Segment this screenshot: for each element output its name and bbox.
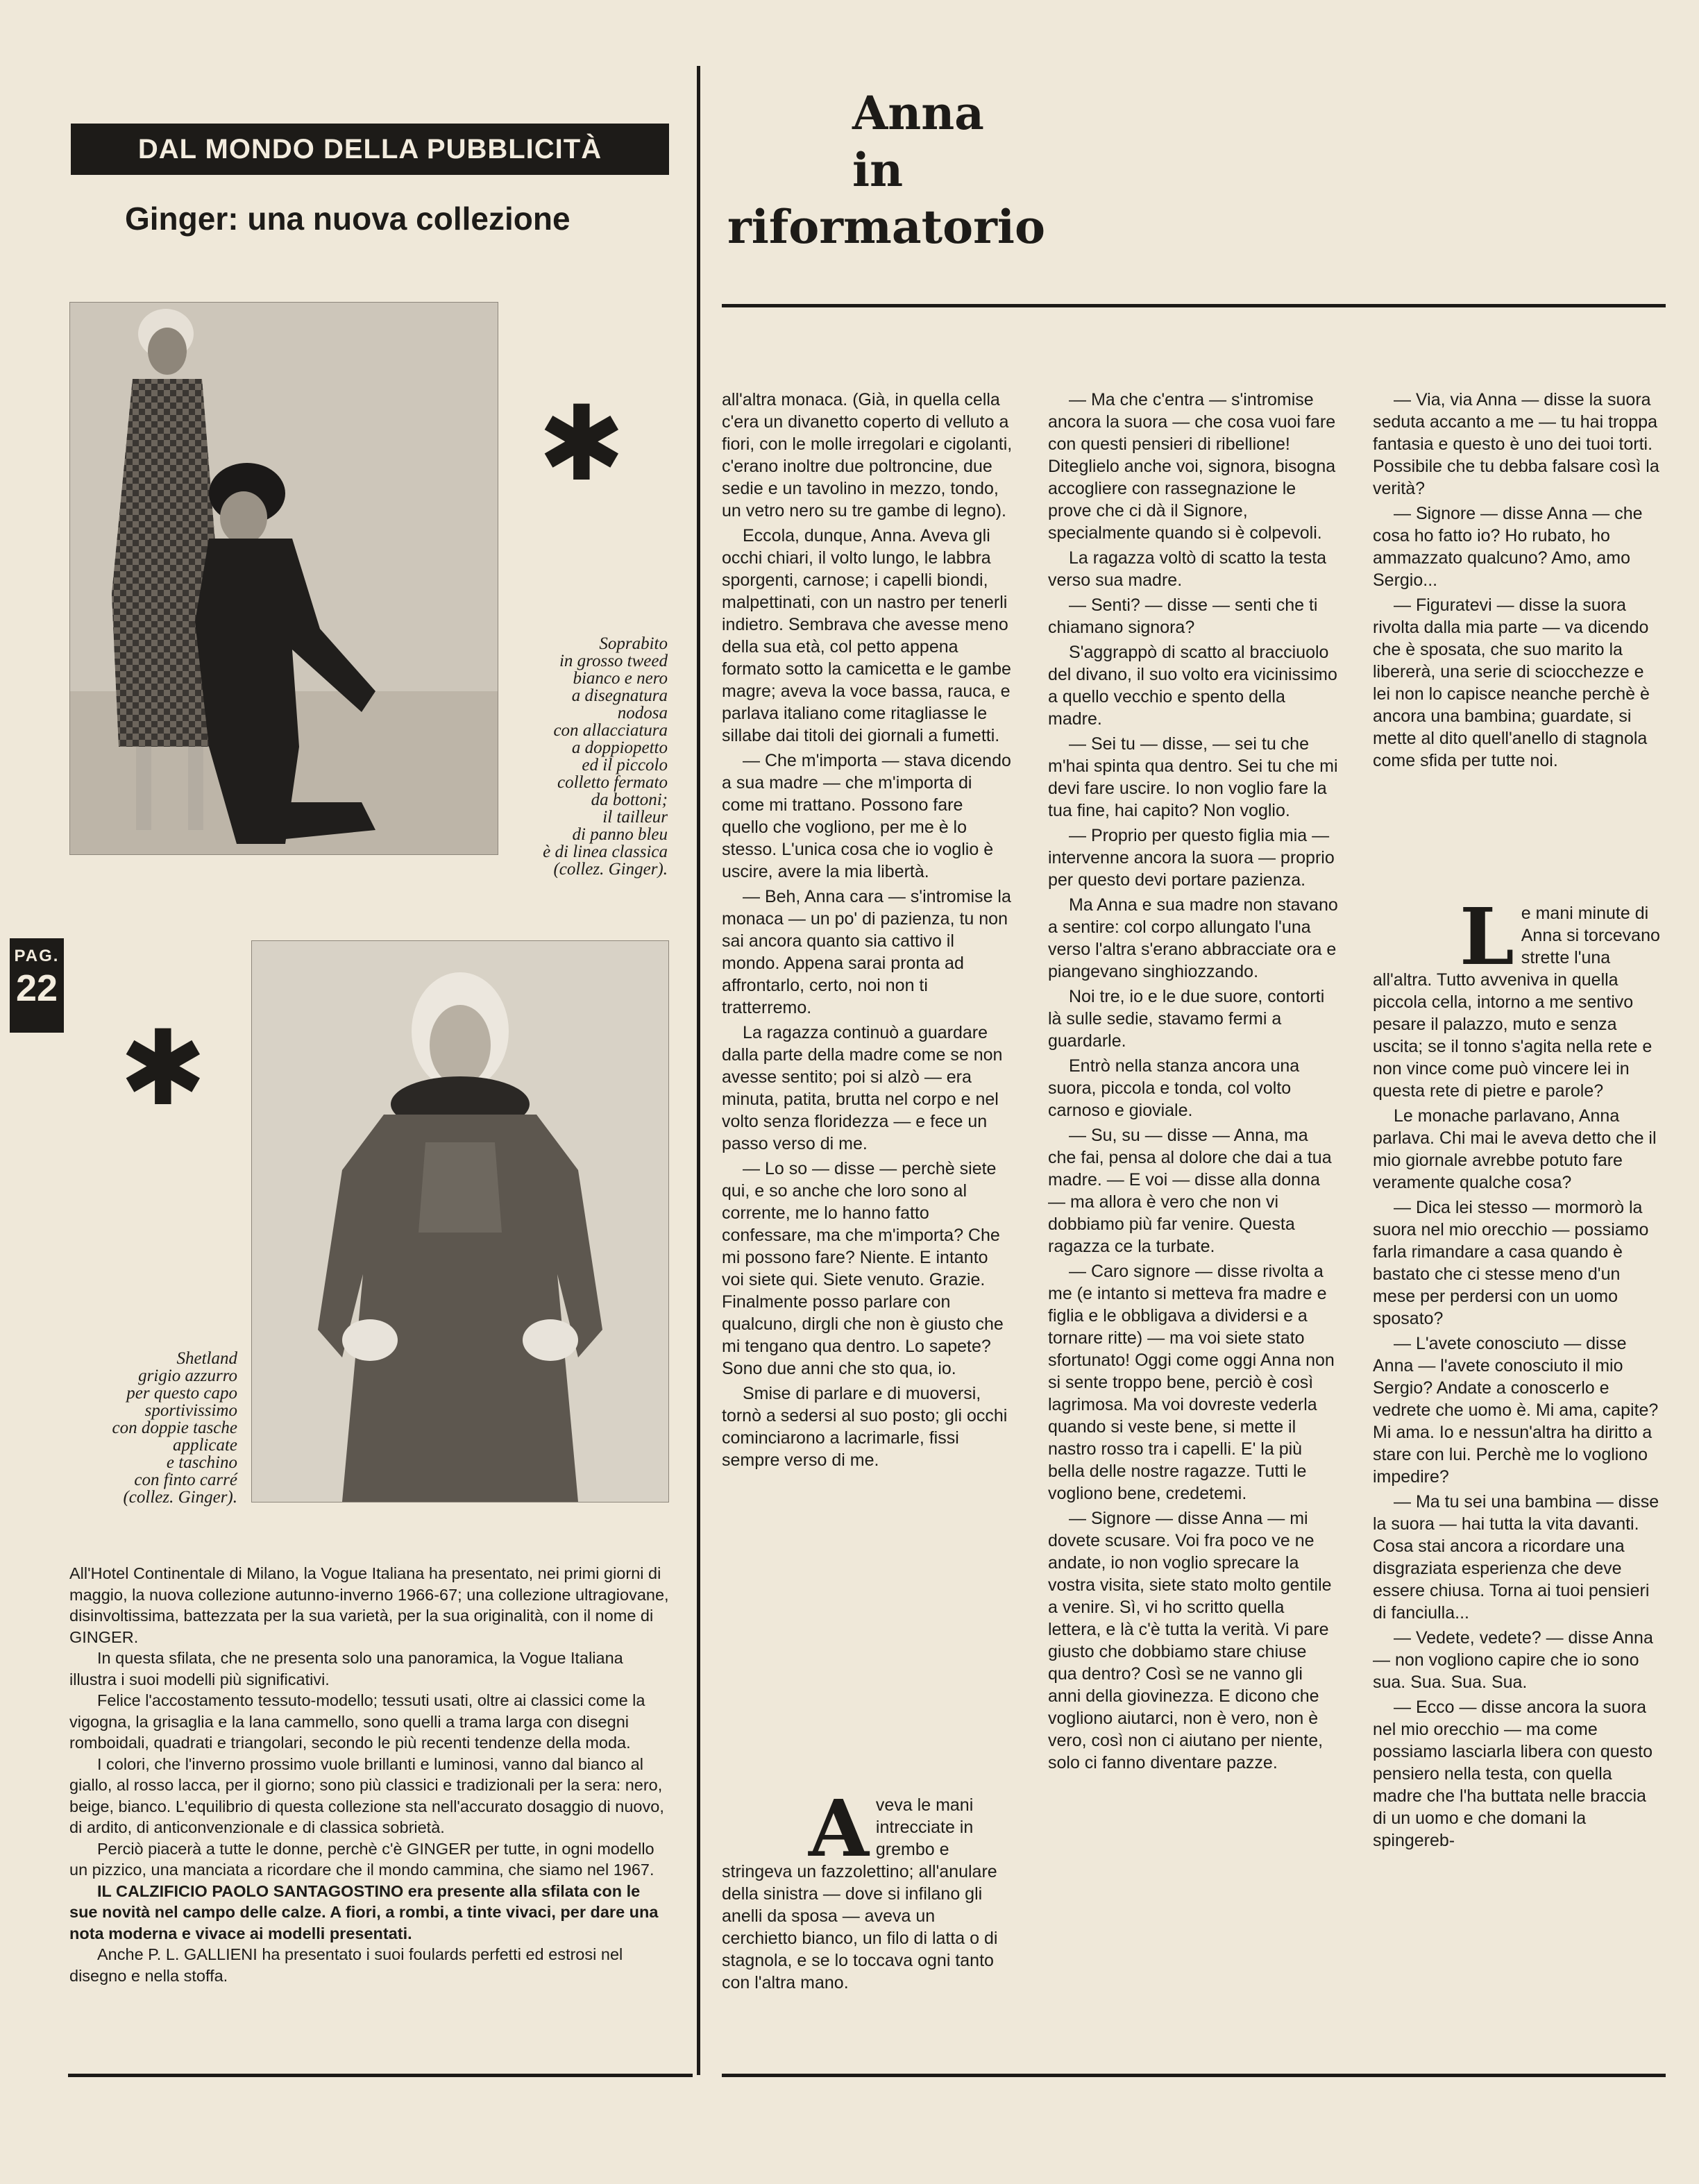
- story-paragraph: — Dica lei stesso — mormorò la suora nel mio orecchio — possiamo farla rimandare a casa quando è bastato che ci stesse meno d'un mese per perdersi con un uomo sposato?: [1373, 1198, 1649, 1328]
- story-paragraph: — Ma che c'entra — s'intromise ancora la suora — che cosa vuoi fare con questi pensieri di ribellione! Diteglielo anche voi, signora, bisogna accogliere con rassegnazione le prove che ci dà il Signore, specialmente quando si è colpevoli.: [1048, 390, 1336, 543]
- story-paragraph: — L'avete conosciuto — disse Anna — l'avete conosciuto il mio Sergio? Andate a conoscerlo e vedrete che uomo è. Mi ama, capite? Mi ama. Io e nessun'altra ha diritto a stare con lui. Perchè me lo vogliono impedire?: [1373, 1334, 1659, 1487]
- story-paragraph: — Via, via Anna — disse la suora seduta accanto a me — tu hai troppa fantasia e questo è uno dei tuoi torti. Possibile che tu debba falsare così la verità?: [1373, 390, 1659, 498]
- ad-paragraph: IL CALZIFICIO PAOLO SANTAGOSTINO era presente alla sfilata con le sue novità nel campo delle calze. A fiori, a rombi, a tinte vivaci, per dare una nota moderna e vivace ai modelli presentati.: [69, 1881, 659, 1942]
- story-paragraph: veva le mani intrecciate in grembo e stringeva un fazzolettino; all'anulare della sinistra — dove si infilano gli anelli da sposa — aveva un cerchietto bianco, un filo di latta o di stagnola, e se lo toccava ogni tanto con l'altra mano.: [722, 1795, 998, 1992]
- story-paragraph: — Signore — disse Anna — che cosa ho fatto io? Ho rubato, ho ammazzato qualcuno? Amo, amo Sergio...: [1373, 504, 1643, 590]
- caption-line: applicate: [172, 1436, 237, 1455]
- story-paragraph: — Sei tu — disse, — sei tu che m'hai spinta qua dentro. Sei tu che mi devi fare uscire. Io non voglio fare la tua fine, hai capito? Non voglio.: [1048, 734, 1338, 820]
- subheading: Ginger: una nuova collezione: [125, 201, 570, 237]
- story-column-2: [1048, 389, 1339, 1777]
- fashion-photo-2: [251, 940, 669, 1502]
- caption-line: è di linea classica: [543, 843, 668, 861]
- ad-paragraph: Felice l'accostamento tessuto-modello; tessuti usati, oltre ai classici come la vigogna, la grisaglia e la lana cammello, sono quelli a trama larga con disegni romboidali, quadrati e triangolari, secondo le più recenti tendenze della moda.: [69, 1691, 645, 1752]
- column-divider: [697, 66, 700, 2075]
- title-line: in: [852, 143, 904, 197]
- caption-line: Soprabito: [599, 634, 668, 653]
- story-paragraph: — Signore — disse Anna — mi dovete scusare. Voi fra poco ve ne andate, io non voglio sprecare la vostra visita, siete stato molto gentile a venire. Sì, vi ho scritto quella lettera, e là c'è tutta la verità. Vi pare giusto che dobbiamo stare chiuse qua dentro? Così se ne vanno gli anni della giovinezza. E dicono che vogliono aiutarci, non è vero, non è vero, così non ci aiutano per niente, solo ci fanno diventare pazze.: [1048, 1509, 1332, 1772]
- story-column-1: [722, 389, 1013, 1474]
- story-paragraph: — Senti? — disse — senti che ti chiamano signora?: [1048, 595, 1318, 637]
- ad-paragraph: In questa sfilata, che ne presenta solo una panoramica, la Vogue Italiana illustra i suoi modelli più significativi.: [69, 1649, 623, 1688]
- caption-line: per questo capo: [126, 1384, 237, 1403]
- story-paragraph: La ragazza voltò di scatto la testa verso sua madre.: [1048, 548, 1327, 590]
- story-column-3-dropcap-section: [1373, 892, 1664, 1854]
- story-paragraph: all'altra monaca. (Già, in quella cella c'era un divanetto coperto di velluto a fiori, con le molle irregolari e cigolanti, c'erano inoltre due poltroncine, due sedie e un tavolino in mezzo, tondo, un vetro nero su tre gambe di legno).: [722, 390, 1013, 520]
- fashion-photo-1-illustration: [70, 303, 498, 854]
- story-paragraph: Noi tre, io e le due suore, contorti là sulle sedie, stavamo fermi a guardarle.: [1048, 987, 1325, 1051]
- caption-line: e taschino: [166, 1453, 237, 1472]
- caption-line: Shetland: [176, 1349, 237, 1368]
- caption-line: di panno bleu: [572, 825, 668, 844]
- page-label: PAG.: [14, 947, 60, 965]
- ad-paragraph: Anche P. L. GALLIENI ha presentato i suoi foulards perfetti ed estrosi nel disegno e nella stoffa.: [69, 1945, 623, 1985]
- page-number-tab: [10, 938, 64, 1033]
- title-line: Anna: [852, 86, 984, 140]
- caption-line: bianco e nero: [573, 669, 668, 688]
- caption-line: con doppie tasche: [112, 1419, 237, 1437]
- section-banner: DAL MONDO DELLA PUBBLICITÀ: [71, 124, 669, 175]
- caption-line: il tailleur: [602, 808, 668, 827]
- story-column-3: [1373, 389, 1664, 774]
- photo-1-caption: [486, 635, 668, 878]
- photo-2-caption: [69, 1350, 237, 1506]
- caption-line: ed il piccolo: [582, 756, 668, 774]
- story-paragraph: — Su, su — disse — Anna, ma che fai, pensa al dolore che dai a tua madre. — E voi — disse alla donna — ma allora è vero che non vi dobbiamo più far venire. Questa ragazza ce la turbate.: [1048, 1126, 1332, 1256]
- story-paragraph: Le monache parlavano, Anna parlava. Chi mai le aveva detto che il mio giornale avrebbe potuto fare veramente qualche cosa?: [1373, 1106, 1657, 1192]
- fashion-photo-2-illustration: [252, 941, 668, 1502]
- story-paragraph: Eccola, dunque, Anna. Aveva gli occhi chiari, il volto lungo, le labbra sporgenti, carnose; i capelli biondi, malpettinati, con un nastro per tenerli indietro. Sembrava che avesse meno della sua età, col petto appena formato sotto la camicetta e le gambe magre; aveva la voce bassa, rauca, e parlava italiano come ritagliasse le sillabe dai titoli dei giornali a fumetti.: [722, 526, 1011, 745]
- bottom-rule-right: [722, 2074, 1666, 2077]
- caption-line: (collez. Ginger).: [123, 1488, 237, 1507]
- story-title: [727, 85, 1045, 255]
- story-paragraph: e mani minute di Anna si torcevano strette l'una all'altra. Tutto avveniva in quella piccola cella, intorno a me sentivo pesare il palazzo, muto e senza uscita; se il tonno s'agita nella rete e non vince come può vincere lei in questa rete di pietre e parole?: [1373, 904, 1660, 1101]
- drop-cap: L: [1460, 892, 1514, 983]
- page-number: 22: [15, 967, 58, 1009]
- title-line: riformatorio: [727, 200, 1046, 254]
- caption-line: nodosa: [617, 704, 668, 722]
- caption-line: sportivissimo: [144, 1401, 237, 1420]
- ad-article: [69, 1563, 672, 1986]
- caption-line: grigio azzurro: [138, 1366, 237, 1385]
- ad-paragraph: I colori, che l'inverno prossimo vuole brillanti e luminosi, vanno dal bianco al giallo, al rosso lacca, per il giorno; sono più classici e tradizionali per la sera: nero, beige, bianco. L'equilibrio di questa collezione sta nell'accurato dosaggio di nuovo, di ardito, di anticonvenzionale e di classica sobrietà.: [69, 1754, 664, 1836]
- caption-line: da bottoni;: [591, 790, 668, 809]
- story-paragraph: Ma Anna e sua madre non stavano a sentire: col corpo allungato l'una verso l'altra s'erano abbracciate ora e piangevano singhiozzando.: [1048, 895, 1338, 981]
- story-paragraph: — Ecco — disse ancora la suora nel mio orecchio — ma come possiamo lasciarla libera con questo pensiero nella testa, con quella madre che l'ha buttata nelle braccia di un uomo e che domani la spingereb-: [1373, 1698, 1652, 1850]
- story-paragraph: Entrò nella stanza ancora una suora, piccola e tonda, col volto carnoso e gioviale.: [1048, 1056, 1300, 1120]
- caption-line: con finto carré: [134, 1471, 237, 1489]
- caption-line: a disegnatura: [571, 686, 668, 705]
- story-paragraph: — Vedete, vedete? — disse Anna — non vogliono capire che io sono sua. Sua. Sua. Sua.: [1373, 1628, 1653, 1692]
- title-rule: [722, 304, 1666, 307]
- story-paragraph: — Ma tu sei una bambina — disse la suora — hai tutta la vita davanti. Cosa stai ancora a ricordare una disgraziata esperienza che deve essere chiusa. Torna ai tuoi pensieri di fanciulla...: [1373, 1492, 1659, 1623]
- story-paragraph: Smise di parlare e di muoversi, tornò a sedersi al suo posto; gli occhi cominciarono a lacrimarle, fissi sempre verso di me.: [722, 1384, 1008, 1470]
- caption-line: (collez. Ginger).: [553, 860, 668, 879]
- ad-paragraph: All'Hotel Continentale di Milano, la Vogue Italiana ha presentato, nei primi giorni di maggio, la nuova collezione autunno-inverno 1966-67; una collezione ultragiovane, disinvoltissima, battezzata per la sua varietà, per la sua originalità, con il nome di GINGER.: [69, 1564, 669, 1646]
- drop-cap: A: [809, 1784, 869, 1874]
- story-paragraph: S'aggrappò di scatto al bracciuolo del divano, il suo volto era vicinissimo a quello vecchio e spento della madre.: [1048, 643, 1337, 729]
- caption-line: con allacciatura: [553, 721, 668, 740]
- story-paragraph: — Proprio per questo figlia mia — intervenne ancora la suora — proprio per questo devi portare pazienza.: [1048, 826, 1335, 890]
- story-column-1-dropcap-section: [722, 1784, 1013, 1997]
- bottom-rule-left: [68, 2074, 693, 2077]
- story-paragraph: La ragazza continuò a guardare dalla parte della madre come se non avesse sentito; poi si alzò — era minuta, patita, brutta nel corpo e nel volto senza floridezza — e fece un passo verso di me.: [722, 1023, 1003, 1153]
- asterisk-ornament-icon: ✱: [119, 1008, 207, 1129]
- story-paragraph: — Caro signore — disse rivolta a me (e intanto si metteva fra madre e figlia e le obbligava a dividersi e a tornare ritte) — ma voi siete stato sfortunato! Oggi come oggi Anna non si sente troppo bene, perciò è così lagrimosa. Ma voi dovreste vederla quando si veste bene, si mette il nastro rosso tra i capelli. E' la più bella delle nostre ragazze. Tutti le vogliono bene, credetemi.: [1048, 1262, 1335, 1503]
- ad-paragraph: Perciò piacerà a tutte le donne, perchè c'è GINGER per tutte, in ogni modello un pizzico, una manciata a ricordare che il mondo cammina, che siamo nel 1967.: [69, 1839, 654, 1879]
- story-paragraph: — Beh, Anna cara — s'intromise la monaca — un po' di pazienza, tu non sai ancora quanto sia cattivo il mondo. Appena sarai pronta ad affrontarlo, certo, noi non ti tratterremo.: [722, 887, 1011, 1017]
- story-paragraph: — Che m'importa — stava dicendo a sua madre — che m'importa di come mi trattano. Possono fare quello che vogliono, per me è lo stesso. L'unica cosa che io voglio è uscire, avere la mia libertà.: [722, 751, 1011, 881]
- fashion-photo-1: [69, 302, 498, 855]
- story-paragraph: — Figuratevi — disse la suora rivolta dalla mia parte — va dicendo che è sposata, che suo marito la libererà, una serie di sciocchezze e lei non lo capisce neanche perchè è ancora una bambina; guardate, si mette al dito quell'anello di stagnola come sfida per tutte noi.: [1373, 595, 1650, 770]
- story-paragraph: — Lo so — disse — perchè siete qui, e so anche che loro sono al corrente, me lo hanno fatto confessare, ma che m'importa? Che mi possono fare? Niente. E intanto voi siete qui. Siete venuto. Grazie. Finalmente posso parlare con qualcuno, dirgli che non è giusto che mi tengano qua dentro. Lo sapete? Sono due anni che sto qua, io.: [722, 1159, 1004, 1378]
- caption-line: colletto fermato: [557, 773, 668, 792]
- asterisk-ornament-icon: ✱: [538, 384, 625, 505]
- caption-line: a doppiopetto: [571, 738, 668, 757]
- caption-line: in grosso tweed: [559, 652, 668, 670]
